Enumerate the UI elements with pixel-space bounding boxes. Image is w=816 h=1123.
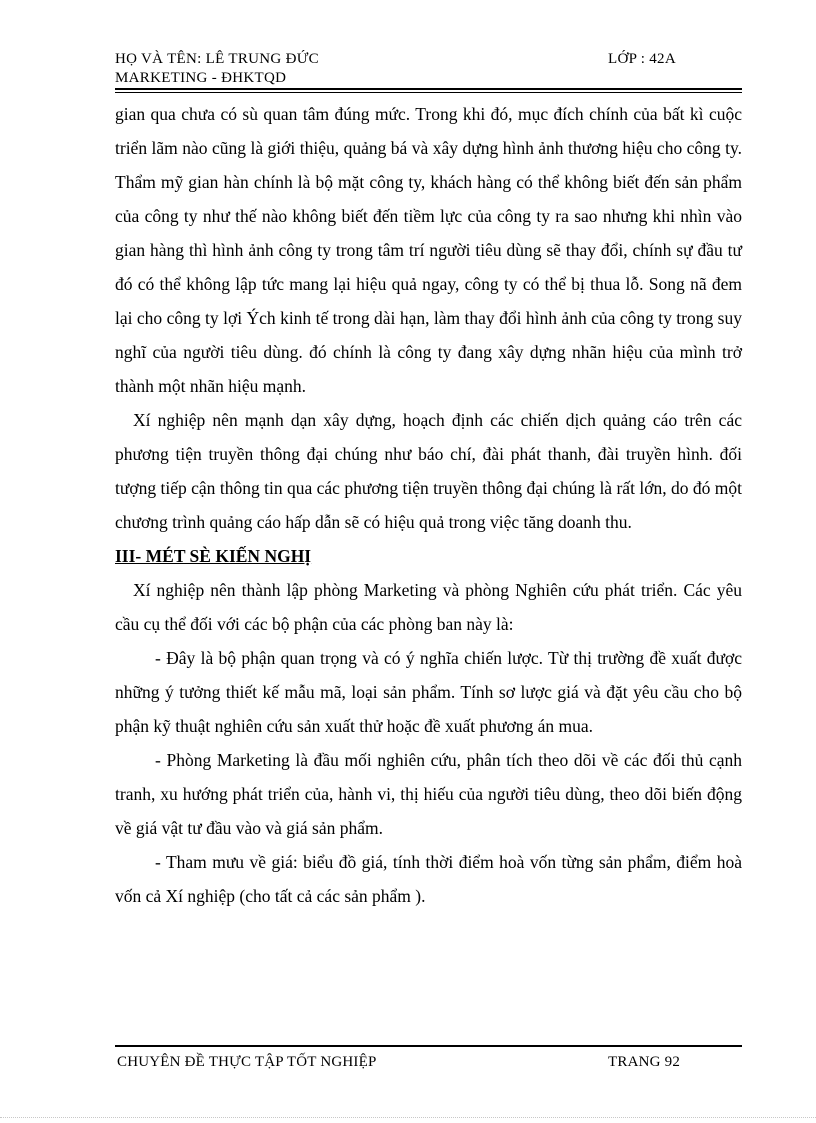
author-class: LỚP : 42A <box>608 51 676 67</box>
page-body <box>115 97 742 913</box>
header-rule-thin <box>115 92 742 93</box>
author-name: HỌ VÀ TÊN: LÊ TRUNG ĐỨC <box>115 51 319 67</box>
bullet-item-2: - Phòng Marketing là đầu mối nghiên cứu, phân tích theo dõi về các đối thủ cạnh tranh, xu hướng phát triển của, hành vi, thị hiếu của người tiêu dùng, theo dõi biến động về giá vật tư đầu vào và giá sản phẩm. <box>115 750 742 838</box>
author-org: MARKETING - ĐHKTQD <box>115 70 287 86</box>
bullet-item-1: - Đây là bộ phận quan trọng và có ý nghĩa chiến lược. Từ thị trường đề xuất được những ý tưởng thiết kế mẫu mã, loại sản phẩm. Tính sơ lược giá và đặt yêu cầu cho bộ phận kỹ thuật nghiên cứu sản xuất thử hoặc đề xuất phương án mua. <box>115 648 742 736</box>
paragraph-advertising: Xí nghiệp nên mạnh dạn xây dựng, hoạch định các chiến dịch quảng cáo trên các phương tiện truyền thông đại chúng như báo chí, đài phát thanh, đài truyền hình. đối tượng tiếp cận thông tin qua các phương tiện truyền thông đại chúng là rất lớn, do đó một chương trình quảng cáo hấp dẫn sẽ có hiệu quả trong việc tăng doanh thu. <box>115 410 742 532</box>
paragraph-recommendation: Xí nghiệp nên thành lập phòng Marketing và phòng Nghiên cứu phát triển. Các yêu cầu cụ thể đối với các bộ phận của các phòng ban này là: <box>115 580 742 634</box>
page-bottom-dotted-edge <box>0 1117 816 1118</box>
header-rule-thick <box>115 88 742 90</box>
bullet-item-3: - Tham mưu về giá: biểu đồ giá, tính thời điểm hoà vốn từng sản phẩm, điểm hoà vốn cả Xí nghiệp (cho tất cả các sản phẩm ). <box>115 852 742 906</box>
page-header <box>115 51 742 91</box>
footer-title: CHUYÊN ĐỀ THỰC TẬP TỐT NGHIỆP <box>117 1054 377 1070</box>
page-number: TRANG 92 <box>608 1054 681 1070</box>
paragraph-continuation: gian qua chưa có sù quan tâm đúng mức. Trong khi đó, mục đích chính của bất kì cuộc triển lãm nào cũng là giới thiệu, quảng bá và xây dựng hình ảnh thương hiệu cho công ty. Thẩm mỹ gian hàn chính là bộ mặt công ty, khách hàng có thể không biết đến sản phẩm của công ty như thế nào không biết đến tiềm lực của công ty ra sao nhưng khi nhìn vào gian hàng thì hình ảnh công ty trong tâm trí người tiêu dùng sẽ thay đổi, chính sự đầu tư đó có thể không lập tức mang lại hiệu quả ngay, công ty có thể bị thua lỗ. Song nã đem lại cho công ty lợi Ých kinh tế trong dài hạn, làm thay đổi hình ảnh của công ty trong suy nghĩ của người tiêu dùng. đó chính là công ty đang xây dựng nhãn hiệu của mình trở thành một nhãn hiệu mạnh. <box>115 104 742 396</box>
page-footer <box>115 1054 742 1076</box>
footer-rule <box>115 1045 742 1047</box>
section-heading-text: III- MÉT SÈ KIẾN NGHỊ <box>115 546 312 566</box>
section-heading <box>115 539 742 573</box>
